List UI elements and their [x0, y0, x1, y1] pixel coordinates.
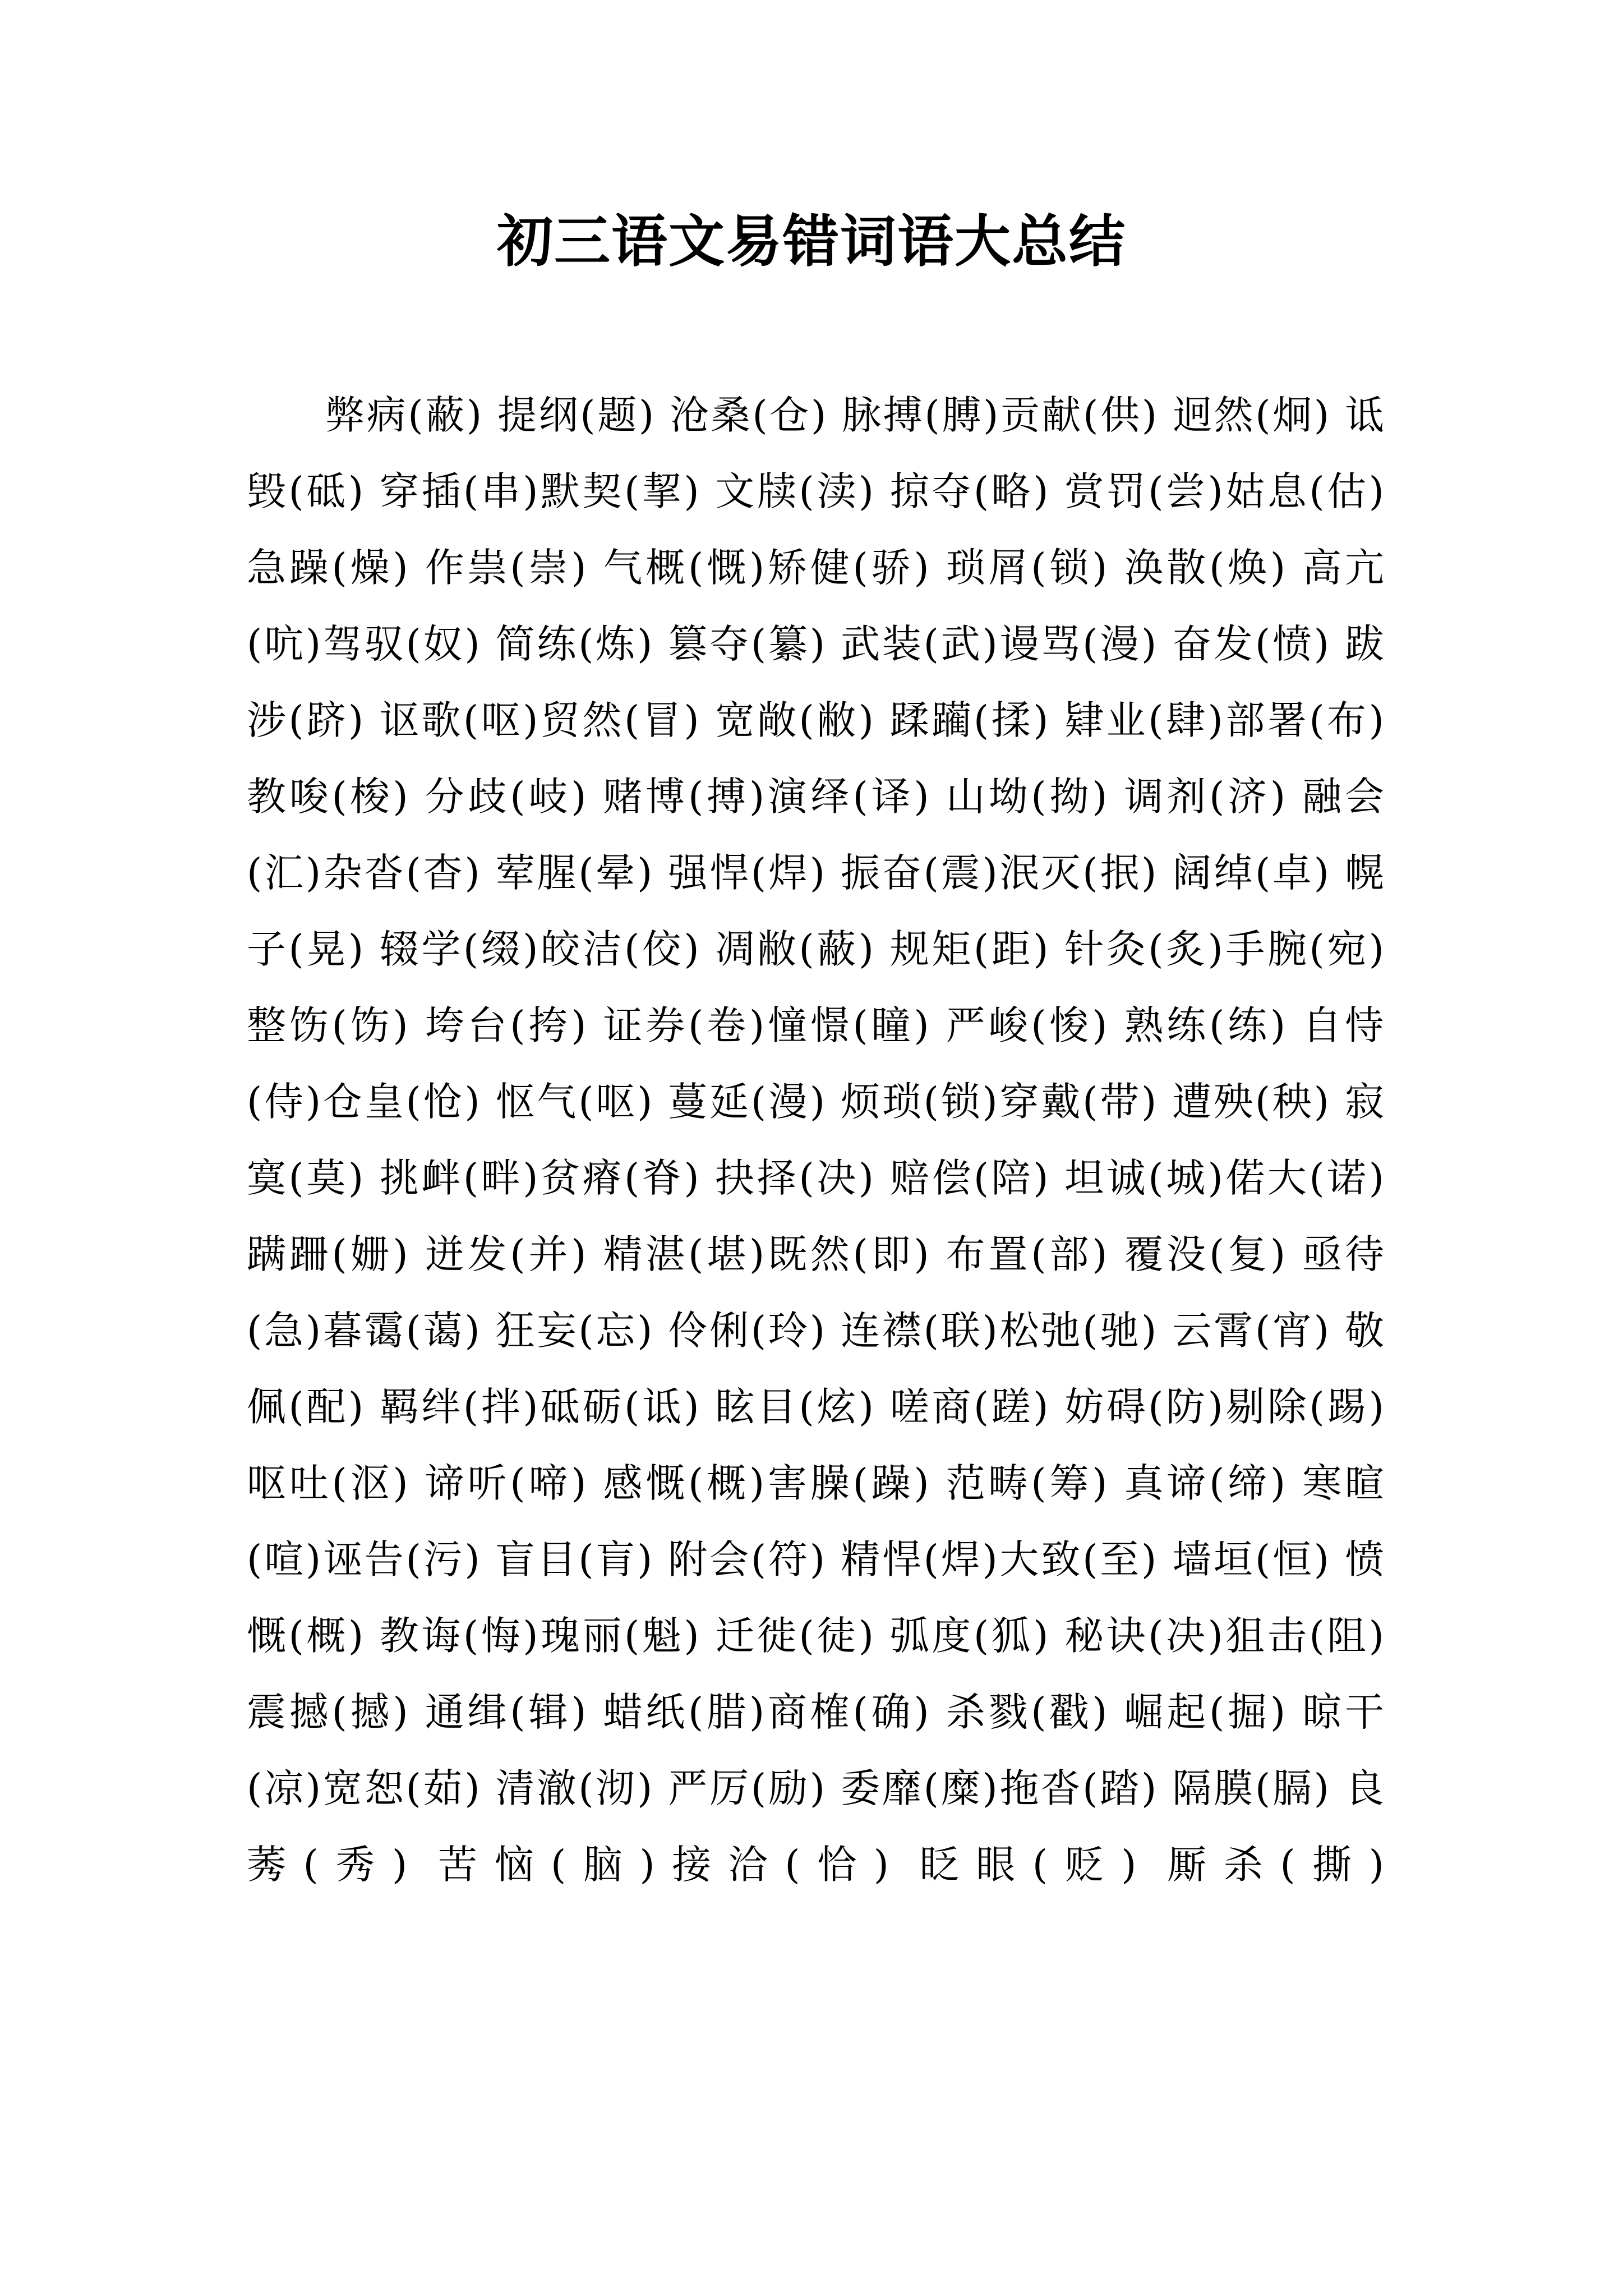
document-body: 弊病(蔽) 提纲(题) 沧桑(仓) 脉搏(膊)贡献(供) 迥然(炯) 诋毁(砥) 穿插(串)默契(挈) 文牍(渎) 掠夺(略) 赏罚(尝)姑息(估) 急躁(燥) 作祟(崇) 气概(慨)矫健(骄) 琐屑(锁) 涣散(焕) 高亢(吭)驾驭(奴) 简练(炼) 篡夺(纂) 武装(武)谩骂(漫) 奋发(愤) 跋涉(跻) 讴歌(呕)贸然(冒) 宽敞(敝) 蹂躏(揉) 肄业(肆)部署(布) 教唆(梭) 分歧(岐) 赌博(搏)演绎(译) 山坳(拗) 调剂(济) 融会(汇)杂沓(杳) 荤腥(晕) 强悍(焊) 振奋(震)泯灭(抿) 阔绰(卓) 幌子(晃) 辍学(缀)皎洁(佼) 凋敝(蔽) 规矩(距) 针灸(炙)手腕(宛) 整饬(饬) 垮台(挎) 证券(卷)憧憬(瞳) 严峻(悛) 熟练(练) 自恃(侍)仓皇(怆) 怄气(呕) 蔓延(漫) 烦琐(锁)穿戴(带) 遭殃(秧) 寂寞(莫) 挑衅(畔)贫瘠(脊) 抉择(决) 赔偿(陪) 坦诚(城)偌大(诺) 蹒跚(姗) 迸发(并) 精湛(堪)既然(即) 布置(部) 覆没(复) 亟待(急)暮霭(蔼) 狂妄(忘) 伶俐(玲) 连襟(联)松弛(驰) 云霄(宵) 敬佩(配) 羁绊(拌)砥砺(诋) 眩目(炫) 嗟商(蹉) 妨碍(防)剔除(踢) 呕吐(沤) 谛听(啼) 感慨(概)害臊(躁) 范畴(筹) 真谛(缔) 寒暄(喧)诬告(污) 盲目(肓) 附会(符) 精悍(焊)大致(至) 墙垣(恒) 愤慨(概) 教诲(悔)瑰丽(魁) 迁徙(徒) 弧度(狐) 秘诀(决)狙击(阻) 震撼(撼) 通缉(辑) 蜡纸(腊)商榷(确) 杀戮(戳) 崛起(掘) 晾干(凉)宽恕(茹) 清澈(沏) 严厉(励) 委靡(糜)拖沓(踏) 隔膜(膈) 良莠(秀) 苦恼(脑)接洽(恰) 眨眼(贬) 厮杀(撕): [247, 392, 1385, 1888]
document-title: 初三语文易错词语大总结: [497, 208, 1126, 274]
